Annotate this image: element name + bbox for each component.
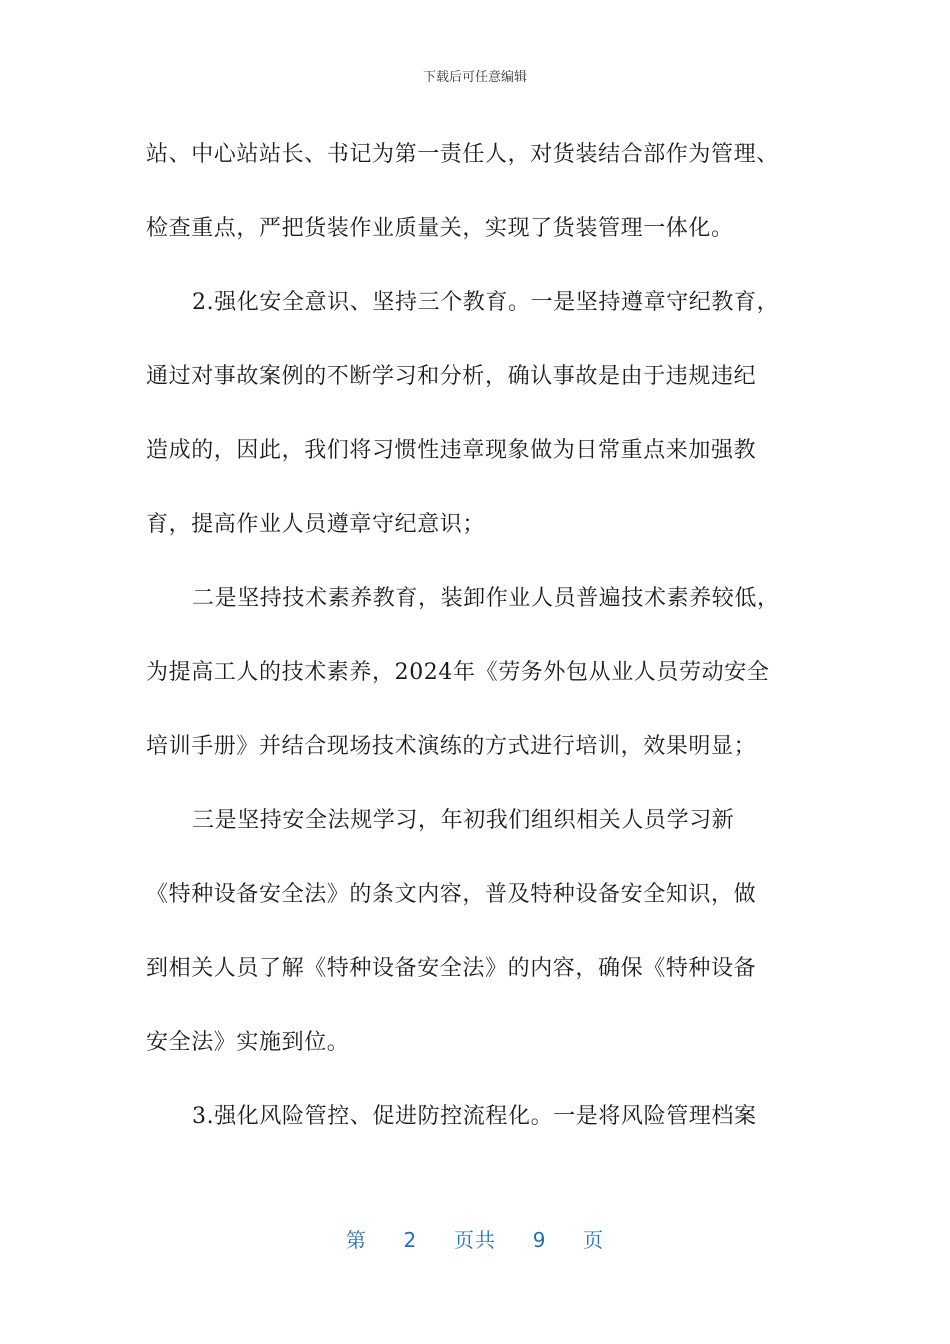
header-note: 下载后可任意编辑	[422, 70, 527, 85]
text-line: 站、中心站站长、书记为第一责任人，对货装结合部作为管理、	[146, 142, 779, 167]
page-footer	[0, 1224, 950, 1253]
text-line: 2.强化安全意识、坚持三个教育。一是坚持遵章守纪教育，	[192, 290, 780, 315]
footer-middle: 页共	[454, 1228, 496, 1252]
text-line: 《特种设备安全法》的条文内容，普及特种设备安全知识，做	[146, 882, 757, 907]
current-page-number: 2	[403, 1228, 418, 1252]
text-line: 通过对事故案例的不断学习和分析，确认事故是由于违规违纪	[146, 364, 757, 389]
text-line: 检查重点，严把货装作业质量关，实现了货装管理一体化。	[146, 216, 734, 241]
text-line: 二是坚持技术素养教育，装卸作业人员普遍技术素养较低，	[192, 586, 780, 611]
footer-suffix: 页	[583, 1228, 605, 1252]
text-line: 培训手册》并结合现场技术演练的方式进行培训，效果明显；	[146, 734, 757, 759]
text-line: 3.强化风险管控、促进防控流程化。一是将风险管理档案	[192, 1104, 757, 1129]
document-body	[146, 118, 806, 1154]
text-line: 育，提高作业人员遵章守纪意识；	[146, 512, 486, 537]
text-line: 造成的，因此，我们将习惯性违章现象做为日常重点来加强教	[146, 438, 757, 463]
text-line: 到相关人员了解《特种设备安全法》的内容，确保《特种设备	[146, 956, 757, 981]
text-line: 安全法》实施到位。	[146, 1030, 350, 1055]
total-pages-number: 9	[532, 1228, 547, 1252]
footer-prefix: 第	[345, 1228, 367, 1252]
text-line: 为提高工人的技术素养，2024年《劳务外包从业人员劳动安全	[146, 660, 770, 685]
text-line: 三是坚持安全法规学习，年初我们组织相关人员学习新	[192, 808, 735, 833]
